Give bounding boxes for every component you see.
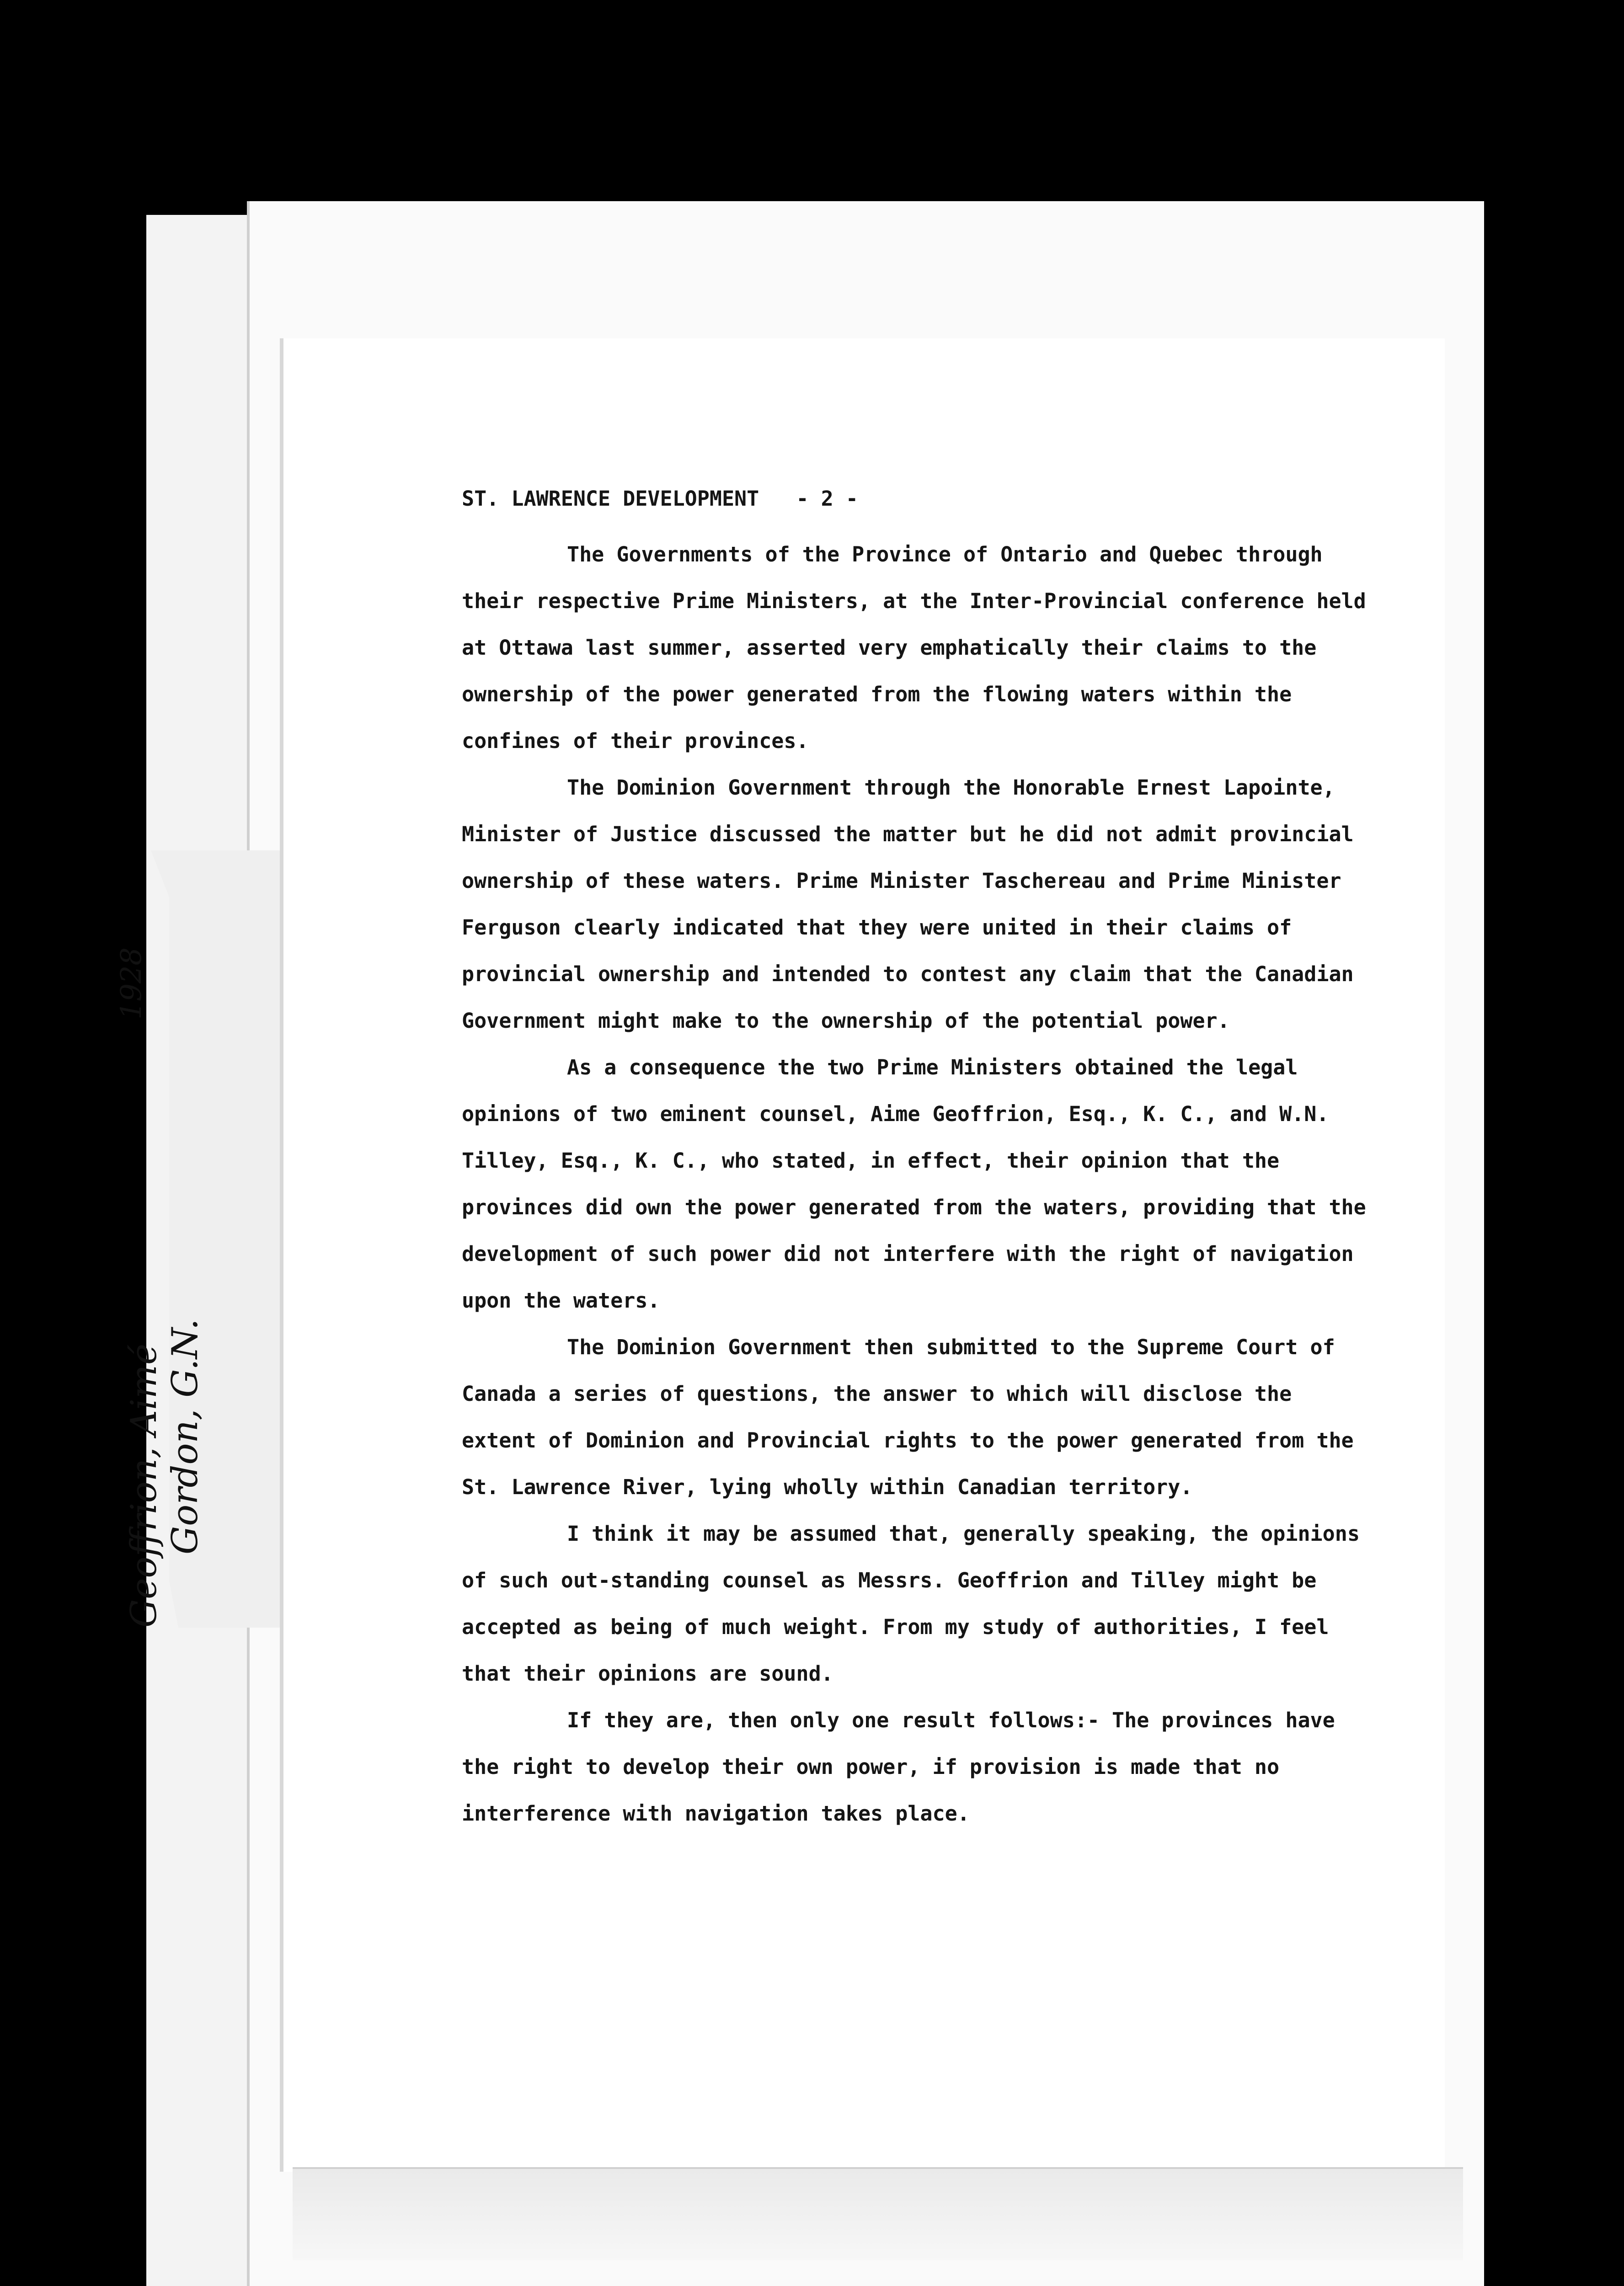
paragraph-provincial-claims: The Governments of the Province of Ontario and Quebec through their respective Prime Ministers, at the Inter-Provincial conference held at Ottawa last summer, asserted very emphatically their claims to the ownership of the power generated from the flowing waters within the confines of their provinces. (462, 542, 1366, 753)
margin-note-name-gordon: Gordon, G.N. (165, 1319, 206, 1554)
paragraph-legal-opinions: As a consequence the two Prime Ministers obtained the legal opinions of two eminent counsel, Aime Geoffrion, Esq., K. C., and W.N. Tilley, Esq., K. C., who stated, in effect, their opinion that the provinces did own the power generated from the waters, providing that the development of such power did not interfere with the right of navigation upon the waters. (462, 1055, 1366, 1313)
document-text (462, 475, 1367, 1837)
paragraph-supreme-court: The Dominion Government then submitted to the Supreme Court of Canada a series of questions, the answer to which will disclose the extent of Dominion and Provincial rights to the power generated from the St. Lawrence River, lying wholly within Canadian territory. (462, 1335, 1354, 1499)
paragraph-assessment: I think it may be assumed that, generally speaking, the opinions of such out-standing counsel as Messrs. Geoffrion and Tilley might be accepted as being of much weight. From my study of authorities, I feel that their opinions are sound. (462, 1522, 1360, 1686)
page-bottom-edge (293, 2167, 1463, 2260)
margin-note-year: 1928 (114, 947, 148, 1020)
margin-note-name-geoffrion: Geoffrion, Aimé (123, 1343, 165, 1628)
document-header: ST. LAWRENCE DEVELOPMENT - 2 - (462, 486, 858, 511)
paragraph-conclusion: If they are, then only one result follows:- The provinces have the right to develop their own power, if provision is made that no interference with navigation takes place. (462, 1708, 1335, 1826)
paragraph-dominion-position: The Dominion Government through the Honorable Ernest Lapointe, Minister of Justice discussed the matter but he did not admit provincial ownership of these waters. Prime Minister Taschereau and Prime Minister Ferguson clearly indicated that they were united in their claims of provincial ownership and intended to contest any claim that the Canadian Government might make to the ownership of the potential power. (462, 775, 1354, 1033)
